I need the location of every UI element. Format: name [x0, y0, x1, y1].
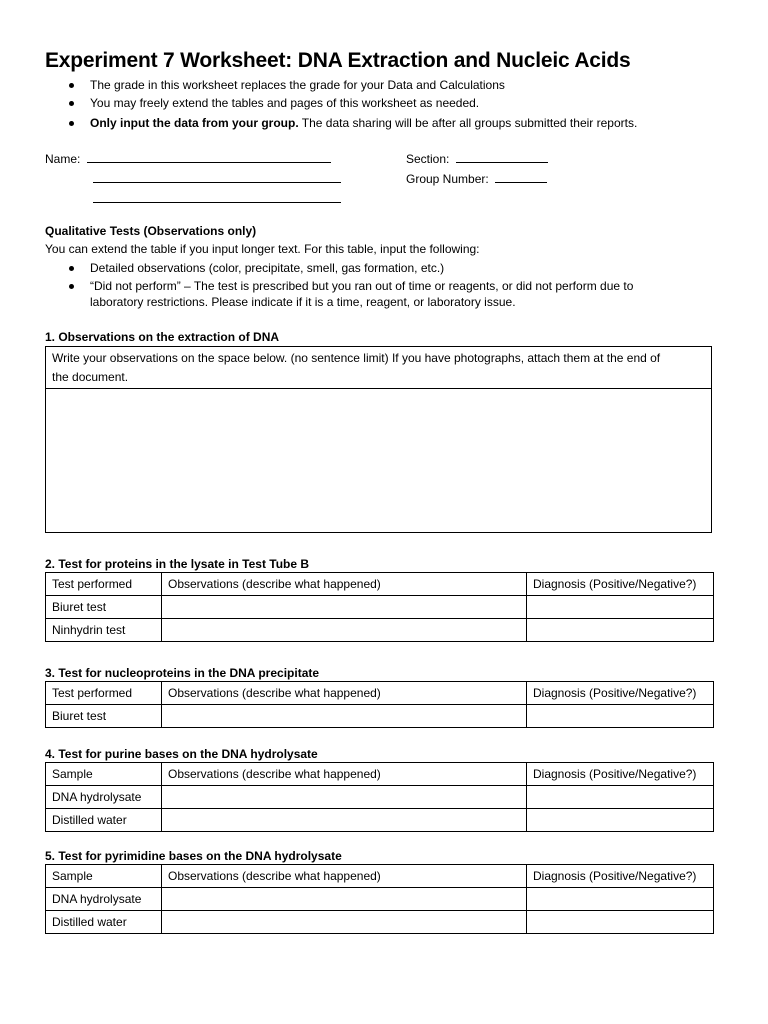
nucleoprotein-test-table	[45, 681, 714, 728]
row-label: DNA hydrolysate	[46, 888, 162, 911]
name-field	[45, 150, 331, 166]
observation-cell[interactable]	[162, 596, 527, 619]
qualitative-heading: Qualitative Tests (Observations only)	[45, 224, 257, 238]
instruction-line-1: Write your observations on the space below. (no sentence limit) If you have photographs, attach them at the end of	[52, 351, 661, 365]
row-label: Biuret test	[46, 705, 162, 728]
table-row	[46, 705, 714, 728]
qualitative-bullet: “Did not perform” – The test is prescribed but you ran out of time or reagents, or did not perform due to	[45, 277, 633, 295]
section-field	[406, 150, 548, 166]
column-header: Observations (describe what happened)	[162, 573, 527, 596]
observation-cell[interactable]	[162, 786, 527, 809]
table-row	[46, 888, 714, 911]
name-input-line-2-wrap	[93, 170, 341, 186]
dna-observation-instruction	[46, 347, 711, 389]
row-label: Distilled water	[46, 809, 162, 832]
qualitative-intro: You can extend the table if you input longer text. For this table, input the following:	[45, 242, 480, 256]
section1-heading: 1. Observations on the extraction of DNA	[45, 330, 280, 344]
diagnosis-cell[interactable]	[527, 786, 714, 809]
diagnosis-cell[interactable]	[527, 619, 714, 642]
observation-cell[interactable]	[162, 888, 527, 911]
intro-bullet: You may freely extend the tables and pages of this worksheet as needed.	[45, 94, 637, 112]
section-label: Section:	[406, 152, 450, 166]
table-row	[46, 911, 714, 934]
column-header: Sample	[46, 763, 162, 786]
qualitative-bullet-continuation: laboratory restrictions. Please indicate if it is a time, reagent, or laboratory issue.	[90, 295, 516, 309]
observation-cell[interactable]	[162, 809, 527, 832]
dna-observation-input-area[interactable]	[46, 389, 711, 532]
pyrimidine-test-table	[45, 864, 714, 934]
section5-heading: 5. Test for pyrimidine bases on the DNA hydrolysate	[45, 849, 342, 863]
column-header: Test performed	[46, 682, 162, 705]
table-row	[46, 596, 714, 619]
observation-cell[interactable]	[162, 619, 527, 642]
section4-heading: 4. Test for purine bases on the DNA hydrolysate	[45, 747, 318, 761]
table-header-row	[46, 682, 714, 705]
name-input-line-2[interactable]	[93, 170, 341, 183]
column-header: Observations (describe what happened)	[162, 865, 527, 888]
intro-bullet-bold	[45, 114, 637, 132]
diagnosis-cell[interactable]	[527, 705, 714, 728]
section2-heading: 2. Test for proteins in the lysate in Test Tube B	[45, 557, 310, 571]
name-input-line-3-wrap	[93, 190, 341, 206]
bold-instruction: Only input the data from your group.	[90, 116, 299, 130]
diagnosis-cell[interactable]	[527, 809, 714, 832]
column-header: Sample	[46, 865, 162, 888]
intro-bullet-list	[45, 76, 637, 132]
section-input-line[interactable]	[456, 150, 548, 163]
column-header: Diagnosis (Positive/Negative?)	[527, 763, 714, 786]
table-header-row	[46, 763, 714, 786]
name-input-line-1[interactable]	[87, 150, 331, 163]
observation-cell[interactable]	[162, 705, 527, 728]
column-header: Test performed	[46, 573, 162, 596]
row-label: Distilled water	[46, 911, 162, 934]
table-row	[46, 809, 714, 832]
qualitative-bullet: Detailed observations (color, precipitate, smell, gas formation, etc.)	[45, 259, 633, 277]
purine-test-table	[45, 762, 714, 832]
table-header-row	[46, 865, 714, 888]
group-field	[406, 170, 547, 186]
column-header: Diagnosis (Positive/Negative?)	[527, 865, 714, 888]
diagnosis-cell[interactable]	[527, 888, 714, 911]
column-header: Diagnosis (Positive/Negative?)	[527, 573, 714, 596]
table-row	[46, 619, 714, 642]
column-header: Observations (describe what happened)	[162, 682, 527, 705]
name-label: Name:	[45, 152, 81, 166]
column-header: Diagnosis (Positive/Negative?)	[527, 682, 714, 705]
name-input-line-3[interactable]	[93, 190, 341, 203]
diagnosis-cell[interactable]	[527, 596, 714, 619]
row-label: Ninhydrin test	[46, 619, 162, 642]
table-row	[46, 786, 714, 809]
protein-test-table	[45, 572, 714, 642]
observation-cell[interactable]	[162, 911, 527, 934]
intro-bullet: The grade in this worksheet replaces the grade for your Data and Calculations	[45, 76, 637, 94]
section3-heading: 3. Test for nucleoproteins in the DNA precipitate	[45, 666, 320, 680]
row-label: DNA hydrolysate	[46, 786, 162, 809]
group-input-line[interactable]	[495, 170, 547, 183]
column-header: Observations (describe what happened)	[162, 763, 527, 786]
qualitative-bullet-list	[45, 259, 633, 295]
page-title: Experiment 7 Worksheet: DNA Extraction and Nucleic Acids	[45, 49, 631, 72]
dna-observation-box	[45, 346, 712, 533]
instruction-rest: The data sharing will be after all groups submitted their reports.	[298, 116, 638, 130]
group-label: Group Number:	[406, 172, 489, 186]
instruction-line-2: the document.	[52, 370, 129, 384]
row-label: Biuret test	[46, 596, 162, 619]
table-header-row	[46, 573, 714, 596]
diagnosis-cell[interactable]	[527, 911, 714, 934]
